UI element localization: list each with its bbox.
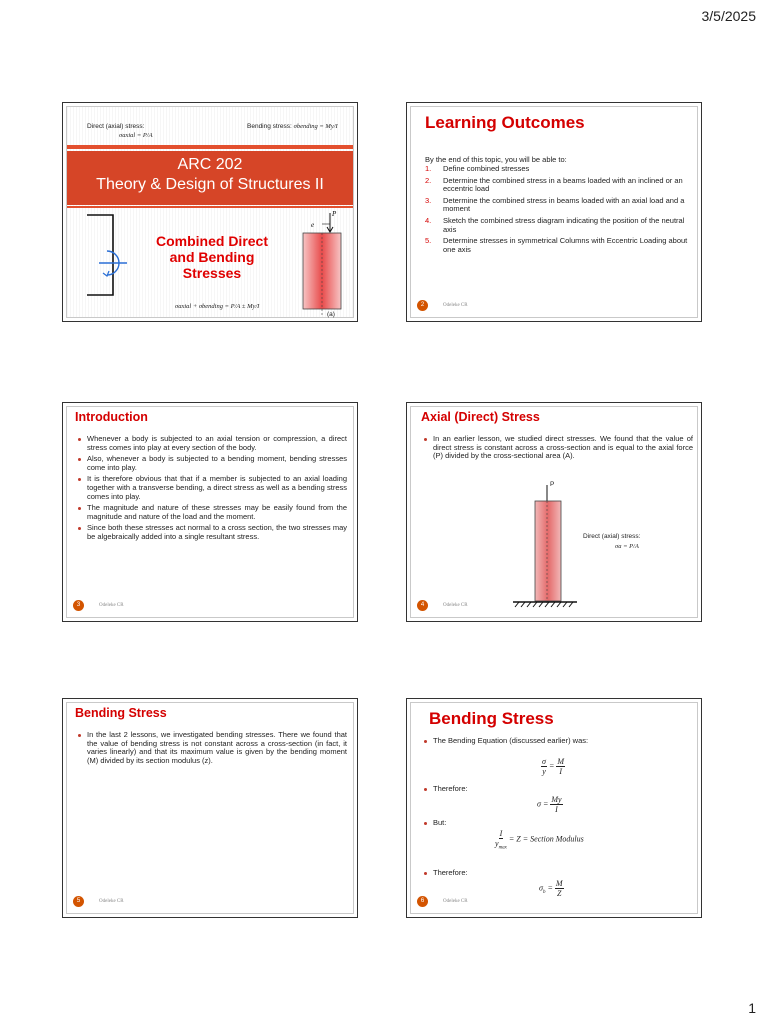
bending-stress-label: Bending stress: [247, 123, 292, 130]
outcomes-list [425, 165, 689, 257]
outcomes-intro: By the end of this topic, you will be able to: [425, 155, 567, 164]
slide-6 [406, 698, 702, 918]
bending-stress-formula: σbending = My/I [293, 123, 338, 130]
slide-title: Introduction [75, 410, 148, 424]
load-label: P [332, 210, 337, 218]
author-footer: Odeleke CR [99, 899, 124, 904]
list-item: Also, whenever a body is subjected to a bending moment, bending stresses come into play. [77, 455, 347, 472]
slide-title: Axial (Direct) Stress [421, 410, 540, 424]
slide-title: Learning Outcomes [425, 113, 585, 132]
slide-title: Bending Stress [75, 706, 167, 720]
slide-1 [62, 102, 358, 322]
caption-formula: σa = P/A [615, 543, 639, 550]
list-item: Since both these stresses act normal to a cross section, the two stresses may be algebraically added into a single resultant stress. [77, 524, 347, 541]
list-item: The magnitude and nature of these stresses may be easily found from the magnitude and nature of the load and the moment. [77, 504, 347, 521]
list-item: 3. Determine the combined stress in beams loaded with an axial load and a moment [425, 195, 685, 214]
slide-number-badge: 2 [417, 300, 428, 311]
axial-column-diagram [509, 481, 579, 611]
slide-2 [406, 102, 702, 322]
combined-stress-formula: σaxial + σbending = P/A ± My/I [175, 303, 260, 310]
list-item: In an earlier lesson, we studied direct stresses. We found that the value of direct stress is constant across a cross-section and is equal to the axial force (P) divided by the cross-sectional area (A). [423, 435, 693, 461]
max-bending-stress-equation: $\sigma_b$ = $\frac{M}{Z}$ [539, 879, 563, 898]
author-footer: Odeleke CR [99, 603, 124, 608]
course-code: ARC 202 [177, 156, 243, 173]
list-item: It is therefore obvious that that if a member is subjected to an axial loading together with a transverse bending, a direct stress as well as a bending stress comes into play. [77, 475, 347, 501]
list-item: 1. Define combined stresses [425, 164, 530, 173]
section-modulus-equation: $\frac{I}{y_{max}}$ = Z = Section Modulus [495, 829, 584, 851]
caption-label: Direct (axial) stress: [583, 533, 641, 540]
slide-number-badge: 4 [417, 600, 428, 611]
list-item: But: [423, 819, 693, 828]
section-modulus-rhs: = Z = Section Modulus [508, 834, 584, 844]
list-item: The Bending Equation (discussed earlier) was: [423, 737, 693, 746]
slide-3 [62, 402, 358, 622]
list-item: Therefore: [423, 869, 693, 878]
list-item: 4. Sketch the combined stress diagram indicating the position of the neutral axis [425, 215, 685, 234]
topic-title: Combined Direct and Bending Stresses [155, 233, 268, 281]
list-item: In the last 2 lessons, we investigated bending stresses. There we found that the value of bending stress is not constant across a cross-section (in fact, it varies linearly) and that its maximum value is given by the bending moment (M) divided by its section modulus (z). [77, 731, 347, 765]
list-item: 5. Determine stresses in symmetrical Columns with Eccentric Loading about one axis [425, 236, 688, 254]
list-item: 2. Determine the combined stress in a beams loaded with an inclined or an eccentric load [425, 175, 683, 194]
axial-stress-formula: σaxial = P/A [119, 132, 153, 139]
author-footer: Odeleke CR [443, 303, 468, 308]
author-footer: Odeleke CR [443, 899, 468, 904]
stress-equation: σ = $\frac{My}{I}$ [537, 795, 562, 814]
axial-stress-label: Direct (axial) stress: [87, 123, 145, 130]
bending-equation: $\frac{\sigma}{y}$ = $\frac{M}{I}$ [542, 757, 565, 776]
member-moment-sketch [79, 213, 129, 297]
intro-bullets [77, 435, 347, 545]
page-number: 1 [748, 1000, 756, 1016]
slide-number-badge: 3 [73, 600, 84, 611]
list-item: Whenever a body is subjected to an axial tension or compression, a direct stress comes into play at every section of the body. [77, 435, 347, 452]
course-title: Theory & Design of Structures II [96, 176, 324, 193]
slide-4 [406, 402, 702, 622]
list-item: Therefore: [423, 785, 693, 794]
slide-number-badge: 6 [417, 896, 428, 907]
load-label: P [550, 481, 555, 488]
slide-5 [62, 698, 358, 918]
author-footer: Odeleke CR [443, 603, 468, 608]
eccentric-column-sketch [297, 207, 353, 321]
bending-eq-bullet-1 [423, 737, 693, 749]
figure-label: (a) [327, 311, 335, 318]
slide-title: Bending Stress [429, 709, 554, 728]
axial-bullets [423, 435, 693, 464]
bending-bullets [77, 731, 347, 768]
eccentricity-label: e [311, 221, 315, 229]
page-date: 3/5/2025 [701, 8, 756, 24]
slide-number-badge: 5 [73, 896, 84, 907]
title-banner [67, 151, 353, 205]
